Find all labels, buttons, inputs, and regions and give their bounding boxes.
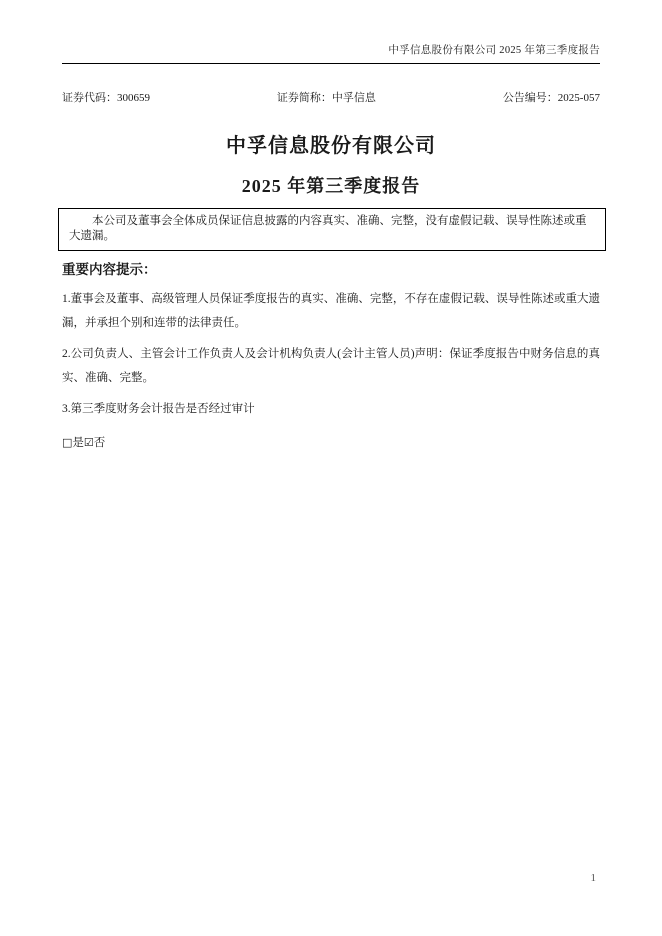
checkbox-checked-icon: ☑ xyxy=(83,436,94,449)
audit-no-label: 否 xyxy=(93,437,106,449)
announcement-number: 公告编号：2025-057 xyxy=(502,92,600,104)
stock-code: 证券代码：300659 xyxy=(62,92,150,104)
meta-row xyxy=(62,91,600,105)
declaration-box xyxy=(58,208,606,251)
report-subtitle: 2025 年第三季度报告 xyxy=(241,176,421,196)
audit-answer-line xyxy=(62,435,600,451)
report-title: 中孚信息股份有限公司 xyxy=(226,135,436,157)
declaration-text: 本公司及董事会全体成员保证信息披露的内容真实、准确、完整，没有虚假记载、误导性陈述或重大遗漏。 xyxy=(69,215,587,242)
checkbox-unchecked-icon: □ xyxy=(62,436,73,449)
running-header xyxy=(62,44,600,64)
running-header-text: 中孚信息股份有限公司 2025 年第三季度报告 xyxy=(388,45,600,56)
page-number: 1 xyxy=(590,872,596,884)
notice-item-1: 1.董事会及董事、高级管理人员保证季度报告的真实、准确、完整，不存在虚假记载、误导性陈述或重大遗漏，并承担个别和连带的法律责任。 xyxy=(62,293,600,329)
stock-abbr: 证券简称：中孚信息 xyxy=(276,92,376,104)
notice-heading: 重要内容提示： xyxy=(62,262,157,277)
notice-item-3: 3.第三季度财务会计报告是否经过审计 xyxy=(62,403,255,415)
audit-yes-label: 是 xyxy=(72,437,84,449)
notice-item-2: 2.公司负责人、主管会计工作负责人及会计机构负责人(会计主管人员)声明：保证季度报告中财务信息的真实、准确、完整。 xyxy=(62,348,600,384)
